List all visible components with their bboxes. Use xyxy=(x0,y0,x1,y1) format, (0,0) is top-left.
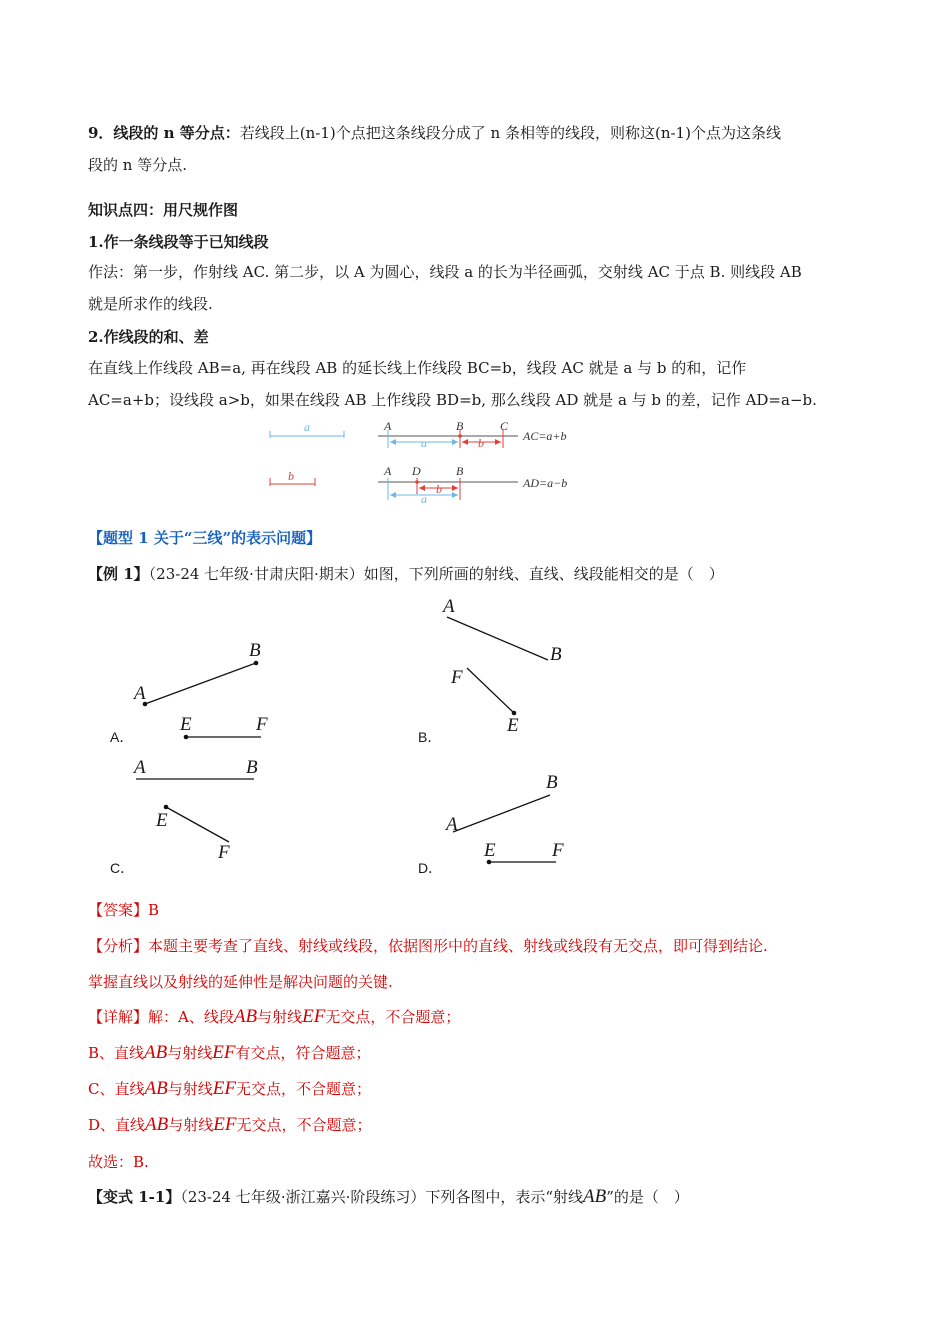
analysis-line1: 【分析】本题主要考查了直线、射线或线段，依据图形中的直线、射线或线段有无交点，即可得到结论. xyxy=(88,937,768,955)
variant-text: （23-24 七年级·浙江嘉兴·阶段练习）下列各图中，表示“射线 xyxy=(180,1188,584,1206)
diff-point-d: D xyxy=(412,464,421,478)
kp4-sub2-text1: 在直线上作线段 AB=a, 再在线段 AB 的延长线上作线段 BC=b，线段 AC 就是 a 与 b 的和，记作 xyxy=(88,359,747,377)
option-b-figure xyxy=(418,596,562,745)
detail-line3 xyxy=(88,1079,371,1099)
detail-text: 解：A、线段 xyxy=(148,1008,234,1026)
detail-text: D、直线 xyxy=(88,1116,146,1134)
option-c-label[interactable]: C． xyxy=(110,860,135,876)
sum-point-a: A xyxy=(384,419,392,433)
segment-a-label: a xyxy=(304,420,310,434)
option-c-point-b: B xyxy=(246,757,258,778)
math-ef: EF xyxy=(302,1006,326,1027)
variant-text-end: ”的是（ ） xyxy=(606,1188,689,1206)
sum-point-b: B xyxy=(456,419,464,433)
sum-b-label: b xyxy=(478,436,484,450)
kp4-sub1: 1.作一条线段等于已知线段 xyxy=(88,233,269,251)
math-ab: AB xyxy=(144,1078,168,1099)
option-a-point-b: B xyxy=(249,640,261,661)
option-a-point-a: A xyxy=(134,683,146,704)
math-ef: EF xyxy=(213,1114,237,1135)
kp4-sub2-text2: AC=a+b；设线段 a>b，如果在线段 AB 上作线段 BD=b, 那么线段 AD 就是 a 与 b 的差，记作 AD=a−b. xyxy=(88,391,817,409)
sum-a-label: a xyxy=(421,436,427,450)
detail-line4 xyxy=(88,1115,372,1135)
detail-line1 xyxy=(88,1007,460,1027)
definition-9-title: 9．线段的 n 等分点： xyxy=(88,124,240,142)
math-ef: EF xyxy=(212,1042,236,1063)
diff-point-b: B xyxy=(456,464,464,478)
option-a-point-e: E xyxy=(180,714,192,735)
option-b-point-b: B xyxy=(550,644,562,665)
option-d-point-b: B xyxy=(546,772,558,793)
variant-1-1 xyxy=(88,1187,689,1207)
type1-heading: 【题型 1 关于“三线”的表示问题】 xyxy=(88,529,322,547)
option-d-point-f: F xyxy=(552,840,564,861)
option-a-figure xyxy=(110,640,268,745)
detail-tag: 【详解】 xyxy=(88,1008,149,1026)
option-d-label[interactable]: D． xyxy=(418,860,443,876)
option-b-label[interactable]: B． xyxy=(418,729,442,745)
detail-text: C、直线 xyxy=(88,1080,145,1098)
option-a-label[interactable]: A． xyxy=(110,729,134,745)
detail-text: 与射线 xyxy=(257,1008,303,1026)
option-d-point-e: E xyxy=(484,840,496,861)
sum-formula: AC=a+b xyxy=(523,429,567,443)
detail-text: 无交点，不合题意； xyxy=(236,1116,372,1134)
option-b-point-a: A xyxy=(443,596,455,617)
detail-text: 与射线 xyxy=(168,1116,214,1134)
segment-b-label: b xyxy=(288,469,294,483)
option-c-point-f: F xyxy=(218,842,230,863)
math-ab: AB xyxy=(145,1114,169,1135)
detail-text: 与射线 xyxy=(167,1044,213,1062)
detail-text: 有交点，符合题意； xyxy=(235,1044,371,1062)
math-ab: AB xyxy=(233,1006,258,1027)
diff-formula: AD=a−b xyxy=(523,476,568,490)
example-1-text: （23-24 七年级·甘肃庆阳·期末）如图，下列所画的射线、直线、线段能相交的是（ ） xyxy=(148,565,724,583)
diff-point-a: A xyxy=(384,464,392,478)
option-d-point-a: A xyxy=(446,814,458,835)
math-ef: EF xyxy=(212,1078,236,1099)
diff-b-label: b xyxy=(436,482,442,496)
kp4-sub2: 2.作线段的和、差 xyxy=(88,328,209,346)
definition-9-text: 若线段上(n-1)个点把这条线段分成了 n 条相等的线段，则称这(n-1)个点为这条线 xyxy=(239,124,781,142)
example-1-tag: 【例 1】 xyxy=(88,565,149,583)
option-b-point-f: F xyxy=(451,667,463,688)
answer: 【答案】B xyxy=(88,901,160,919)
definition-9-line2: 段的 n 等分点. xyxy=(88,156,187,174)
detail-text: 无交点，不合题意； xyxy=(325,1008,461,1026)
kp4-sub1-text2: 就是所求作的线段. xyxy=(88,295,213,313)
option-c-figure xyxy=(110,757,258,876)
choose-line: 故选：B. xyxy=(88,1153,149,1171)
kp4-sub1-text1: 作法：第一步，作射线 AC. 第二步，以 A 为圆心，线段 a 的长为半径画弧，交射线 AC 于点 B. 则线段 AB xyxy=(88,263,802,281)
option-b-point-e: E xyxy=(507,715,519,736)
detail-line2 xyxy=(88,1043,371,1063)
diff-a-label: a xyxy=(421,492,427,506)
option-d-figure xyxy=(418,772,564,876)
detail-text: 无交点，不合题意； xyxy=(235,1080,371,1098)
kp4-heading: 知识点四：用尺规作图 xyxy=(88,201,239,219)
detail-text: B、直线 xyxy=(88,1044,145,1062)
math-ab: AB xyxy=(583,1186,607,1207)
sum-point-c: C xyxy=(500,419,509,433)
detail-text: 与射线 xyxy=(167,1080,213,1098)
math-ab: AB xyxy=(144,1042,168,1063)
option-c-point-e: E xyxy=(156,810,168,831)
analysis-line2: 掌握直线以及射线的延伸性是解决问题的关键. xyxy=(88,973,393,991)
variant-tag: 【变式 1-1】 xyxy=(88,1188,181,1206)
option-c-point-a: A xyxy=(134,757,146,778)
option-a-point-f: F xyxy=(256,714,268,735)
